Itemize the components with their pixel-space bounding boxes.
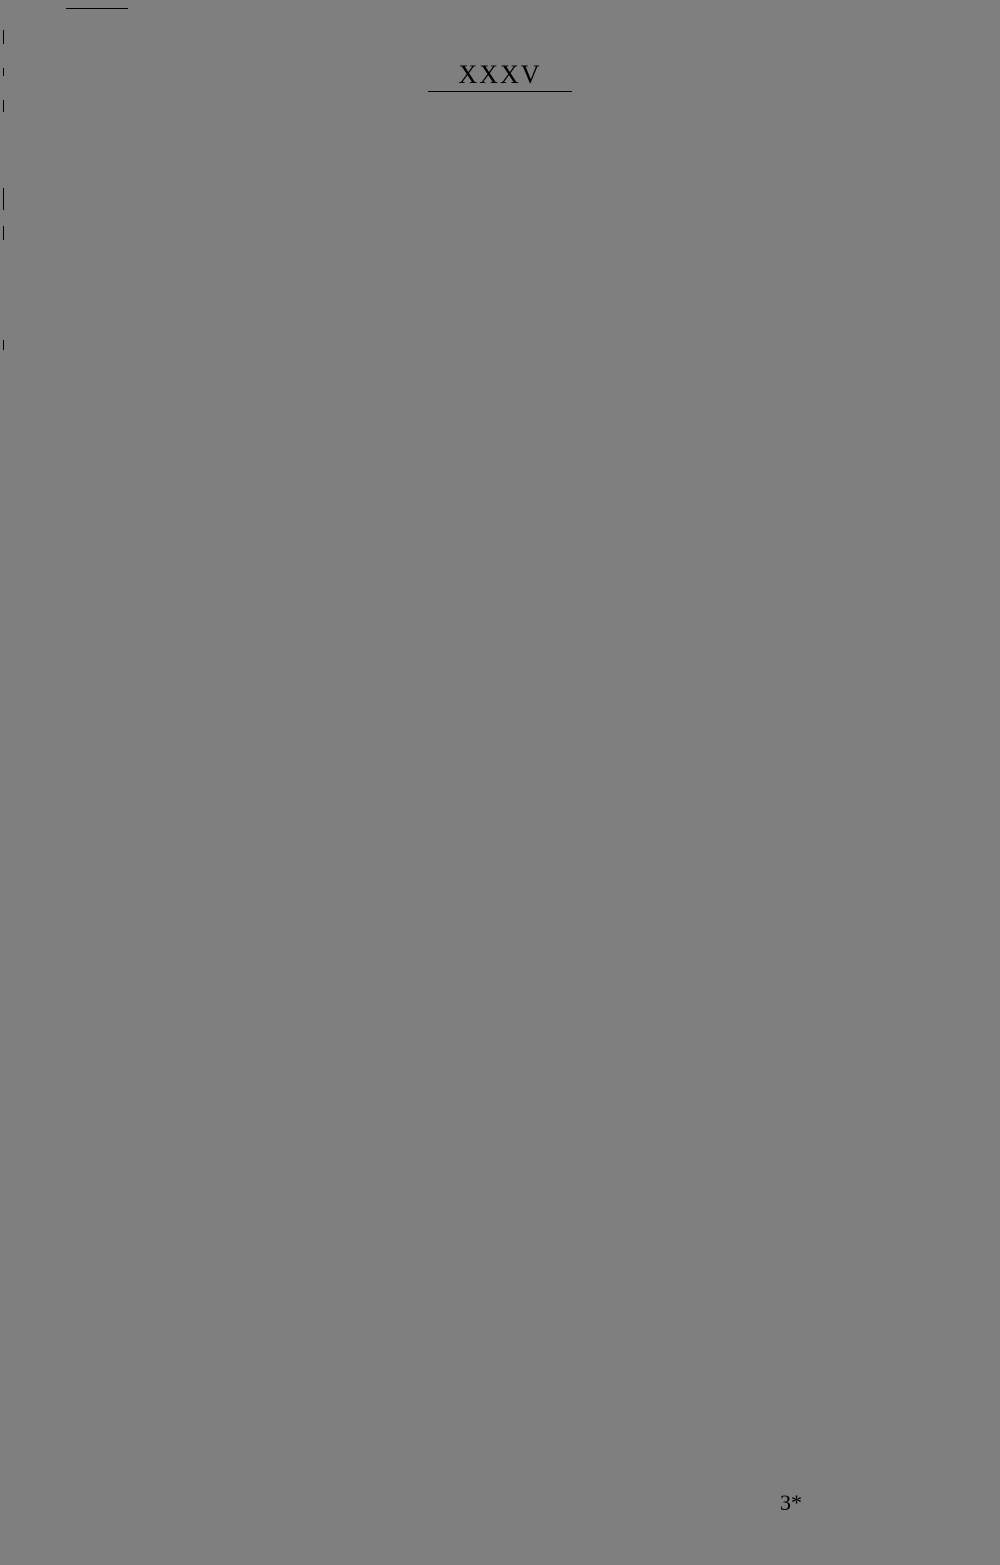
running-head bbox=[0, 60, 1000, 92]
folio: 3* bbox=[780, 1490, 802, 1515]
top-rule bbox=[66, 8, 128, 9]
running-head-text: XXXV bbox=[428, 60, 571, 92]
